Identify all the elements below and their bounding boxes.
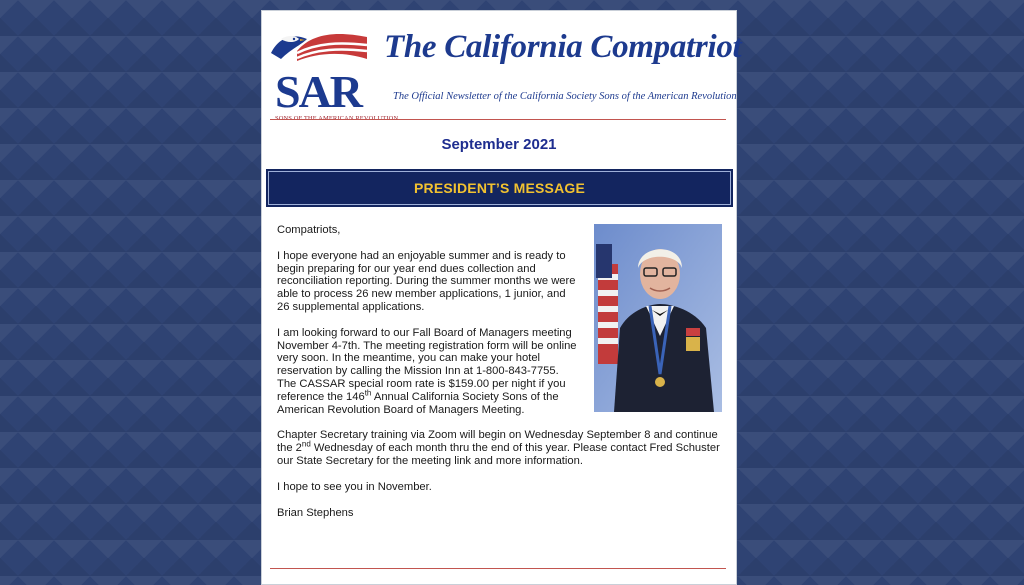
sar-logo-text: SAR	[275, 66, 362, 117]
newsletter-subtitle: The Official Newsletter of the California Society Sons of the American Revolution	[393, 91, 737, 102]
footer-divider	[270, 568, 726, 569]
masthead	[262, 11, 742, 123]
message-paragraph-2: I am looking forward to our Fall Board of Managers meeting November 4-7th. The meeting registration form will be online very soon. In the meantime, you can make your hotel reservation by calling the Mission Inn at 1-800-843-7755. The CASSAR special room rate is $159.00 per night if you reference the 146th Annual California Society Sons of the American Revolution Board of Managers Meeting.	[277, 326, 577, 416]
signature: Brian Stephens	[277, 506, 354, 519]
sar-logo-subtext: SONS OF THE AMERICAN REVOLUTION	[275, 115, 399, 122]
president-message	[277, 224, 722, 532]
eagle-flag-icon	[267, 29, 373, 69]
newsletter-page	[261, 10, 742, 585]
sar-logo	[267, 29, 399, 122]
message-paragraph-4: I hope to see you in November.	[277, 480, 432, 493]
header-divider	[270, 119, 726, 120]
section-banner	[266, 169, 733, 207]
issue-date: September 2021	[441, 136, 557, 153]
salutation: Compatriots,	[277, 224, 341, 236]
message-paragraph-3: Chapter Secretary training via Zoom will begin on Wednesday September 8 and continue the 2nd Wednesday of each month thru the end of this year. Please contact Fred Schuster our State Secretary for the meeting link and more information.	[277, 429, 720, 467]
newsletter-title: The California Compatriot	[384, 29, 742, 65]
section-banner-title: PRESIDENT’S MESSAGE	[413, 180, 586, 196]
message-paragraph-1: I hope everyone had an enjoyable summer and is ready to begin preparing for our year end dues collection and reconciliation reporting. During the summer months we were able to process 26 new member applications, 1 junior, and 26 supplemental applications.	[277, 249, 576, 313]
